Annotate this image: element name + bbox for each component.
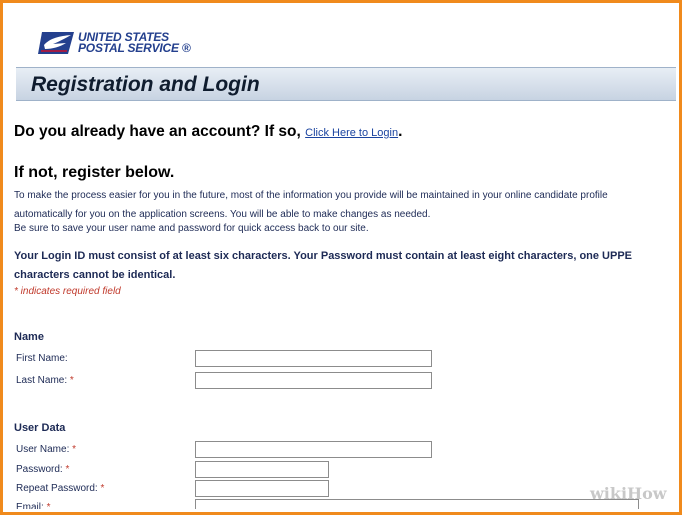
- name-section-heading: Name: [14, 331, 44, 343]
- repeat-password-label-text: Repeat Password:: [16, 483, 98, 494]
- page: [6, 6, 676, 509]
- required-marker: *: [72, 444, 77, 455]
- email-label-text: Email:: [16, 502, 44, 509]
- user-name-label: [16, 444, 76, 455]
- logo-line2: POSTAL SERVICE ®: [78, 41, 191, 55]
- user-data-section-heading: User Data: [14, 422, 66, 434]
- required-note: * indicates required field: [14, 286, 121, 297]
- login-link[interactable]: Click Here to Login: [305, 127, 399, 139]
- first-name-label: [16, 353, 68, 364]
- info-line-3: Be sure to save your user name and password for quick access back to our site.: [14, 223, 369, 234]
- first-name-input[interactable]: [195, 350, 432, 367]
- last-name-input[interactable]: [195, 372, 432, 389]
- user-name-label-text: User Name:: [16, 444, 70, 455]
- required-marker: *: [46, 502, 51, 509]
- required-marker: *: [65, 464, 70, 475]
- last-name-label: [16, 375, 74, 386]
- password-input[interactable]: [195, 461, 329, 478]
- user-name-input[interactable]: [195, 441, 432, 458]
- password-label: [16, 464, 69, 475]
- account-prompt: [14, 123, 402, 141]
- logo-line1: UNITED STATES: [78, 30, 169, 44]
- first-name-label-text: First Name:: [16, 353, 68, 364]
- rules-line-2: characters cannot be identical.: [14, 269, 176, 281]
- email-input[interactable]: [195, 499, 639, 509]
- repeat-password-input[interactable]: [195, 480, 329, 497]
- repeat-password-label: [16, 483, 104, 494]
- email-label: [16, 502, 50, 509]
- password-label-text: Password:: [16, 464, 63, 475]
- register-heading: If not, register below.: [14, 164, 175, 181]
- usps-eagle-icon: [38, 30, 74, 56]
- info-line-2: automatically for you on the application screens. You will be able to make changes as needed.: [14, 209, 431, 220]
- last-name-label-text: Last Name:: [16, 375, 68, 386]
- account-prompt-text: Do you already have an account? If so,: [14, 123, 301, 140]
- page-title: Registration and Login: [31, 73, 260, 96]
- account-prompt-end: .: [398, 123, 403, 140]
- required-marker: *: [100, 483, 105, 494]
- title-bar: [16, 67, 676, 101]
- info-line-1: To make the process easier for you in the future, most of the information you provide will be maintained in your online candidate profile: [14, 190, 608, 201]
- wikihow-watermark: wikiHow: [590, 484, 667, 503]
- required-marker: *: [69, 375, 74, 386]
- rules-line-1: Your Login ID must consist of at least six characters. Your Password must contain at least eight characters, one UPPE: [14, 250, 633, 262]
